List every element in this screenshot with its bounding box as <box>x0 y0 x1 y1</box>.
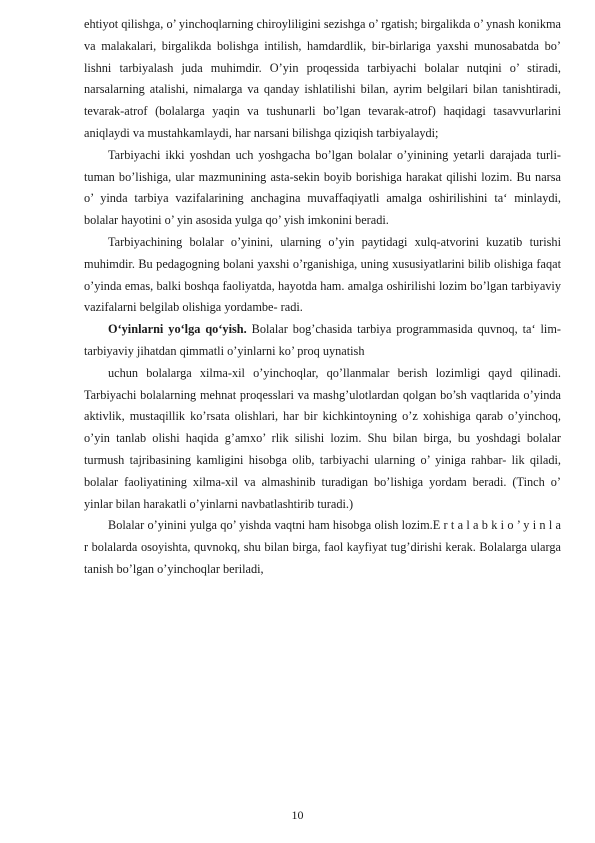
document-page <box>84 14 561 581</box>
paragraph-1 <box>84 14 561 145</box>
paragraph-1-text: ehtiyot qilishga, o’ yinchoqlarning chiroyliligini sezishga o’ rgatish; birgalikda o’ ynash konikma va malakalari, birgalikda bolishga intilish, hamdardlik, bir-birlariga yaxshi munosabatda bo’ lishni tarbiyalash juda muhimdir. O’yin proqessida tarbiyachi bolalar nutqini o’ stiradi, narsalarning atalishi, nimalarga va qanday ishlatilishi bilan, ayrim belgilari bilan tanishtiradi, tevarak-atrof (bolalarga yaqin va tushunarli bo’lgan tevarak-atrof) haqidagi tasavvurlarini aniqlaydi va mustahkamlaydi, har narsani bilishga qiziqish tarbiyalaydi; <box>84 17 561 140</box>
paragraph-6 <box>84 515 561 580</box>
paragraph-3-text: Tarbiyachining bolalar o’yinini, ularning o’yin paytidagi xulq-atvorini kuzatib turishi muhimdir. Bu pedagogning bolani yaxshi o’rganishiga, uning xususiyatlarini bilib olishiga faqat o’yinda emas, balki boshqa faoliyatda, hayotda ham. amalga oshirilishi lozim bo’lgan tarbiyaviy vazifalarni belgilab olishiga yordambe- radi. <box>84 234 561 315</box>
paragraph-4-text: Bolalar bog’chasida tarbiya programmasida quvnoq, ta‘ lim-tarbiyaviy jihatdan qimmatli o’yinlarni ko’ proq uynatish <box>84 322 561 358</box>
paragraph-4 <box>84 319 561 363</box>
page-number: 10 <box>291 808 304 822</box>
paragraph-6-text: Bolalar o’yinini yulga qo’ yishda vaqtni ham hisobga olish lozim.E r t a l a b k i o ’ y i n l a r bolalarda osoyishta, quvnokq, shu bilan birga, faol kayfiyat tug’dirishi kerak. Bolalarga ularga tanish bo’lgan o’yinchoqlar beriladi, <box>84 518 561 576</box>
paragraph-4-heading: O‘yinlarni yo‘lga qo‘yish. <box>108 322 247 337</box>
paragraph-2 <box>84 145 561 232</box>
paragraph-5-text: uchun bolalarga xilma-xil o’yinchoqlar, qo’llanmalar berish lozimligi qayd qilinadi. Tarbiyachi bolalarning mehnat proqesslari va mashg’ulotlardan qolgan bo’sh vaqtlarida o’yinda aktivlik, mustaqillik ko’rsata olishlari, har bir kichkintoyning o’z xohishiga qarab o’yinchoq, o’yin tanlab olishi haqida g’amxo’ rlik silishi lozim. Shu bilan birga, bu yoshdagi bolalar turmush tajribasining kamligini hisobga olib, tarbiyachi ularning o’ yiniga rahbar- lik qiladi, bolalar faoliyatining xilma-xil va almashinib turadigan bo’lishiga yordam beradi. (Tinch o’ yinlar bilan harakatli o’yinlarni navbatlashtirib turadi.) <box>84 365 561 511</box>
paragraph-5 <box>84 363 561 516</box>
paragraph-2-text: Tarbiyachi ikki yoshdan uch yoshgacha bo’lgan bolalar o’yinining yetarli darajada turli-tuman bo’lishiga, ular mazmunining asta-sekin boyib borishiga harakat qilishi lozim. Bu narsa o’ yinda tarbiya vazifalarining anchagina muvaffaqiyatli amalga oshirilishini ta‘ minlaydi, bolalar hayotini o’ yin asosida yulga qo’ yish imkonini beradi. <box>84 147 561 228</box>
paragraph-3 <box>84 232 561 319</box>
